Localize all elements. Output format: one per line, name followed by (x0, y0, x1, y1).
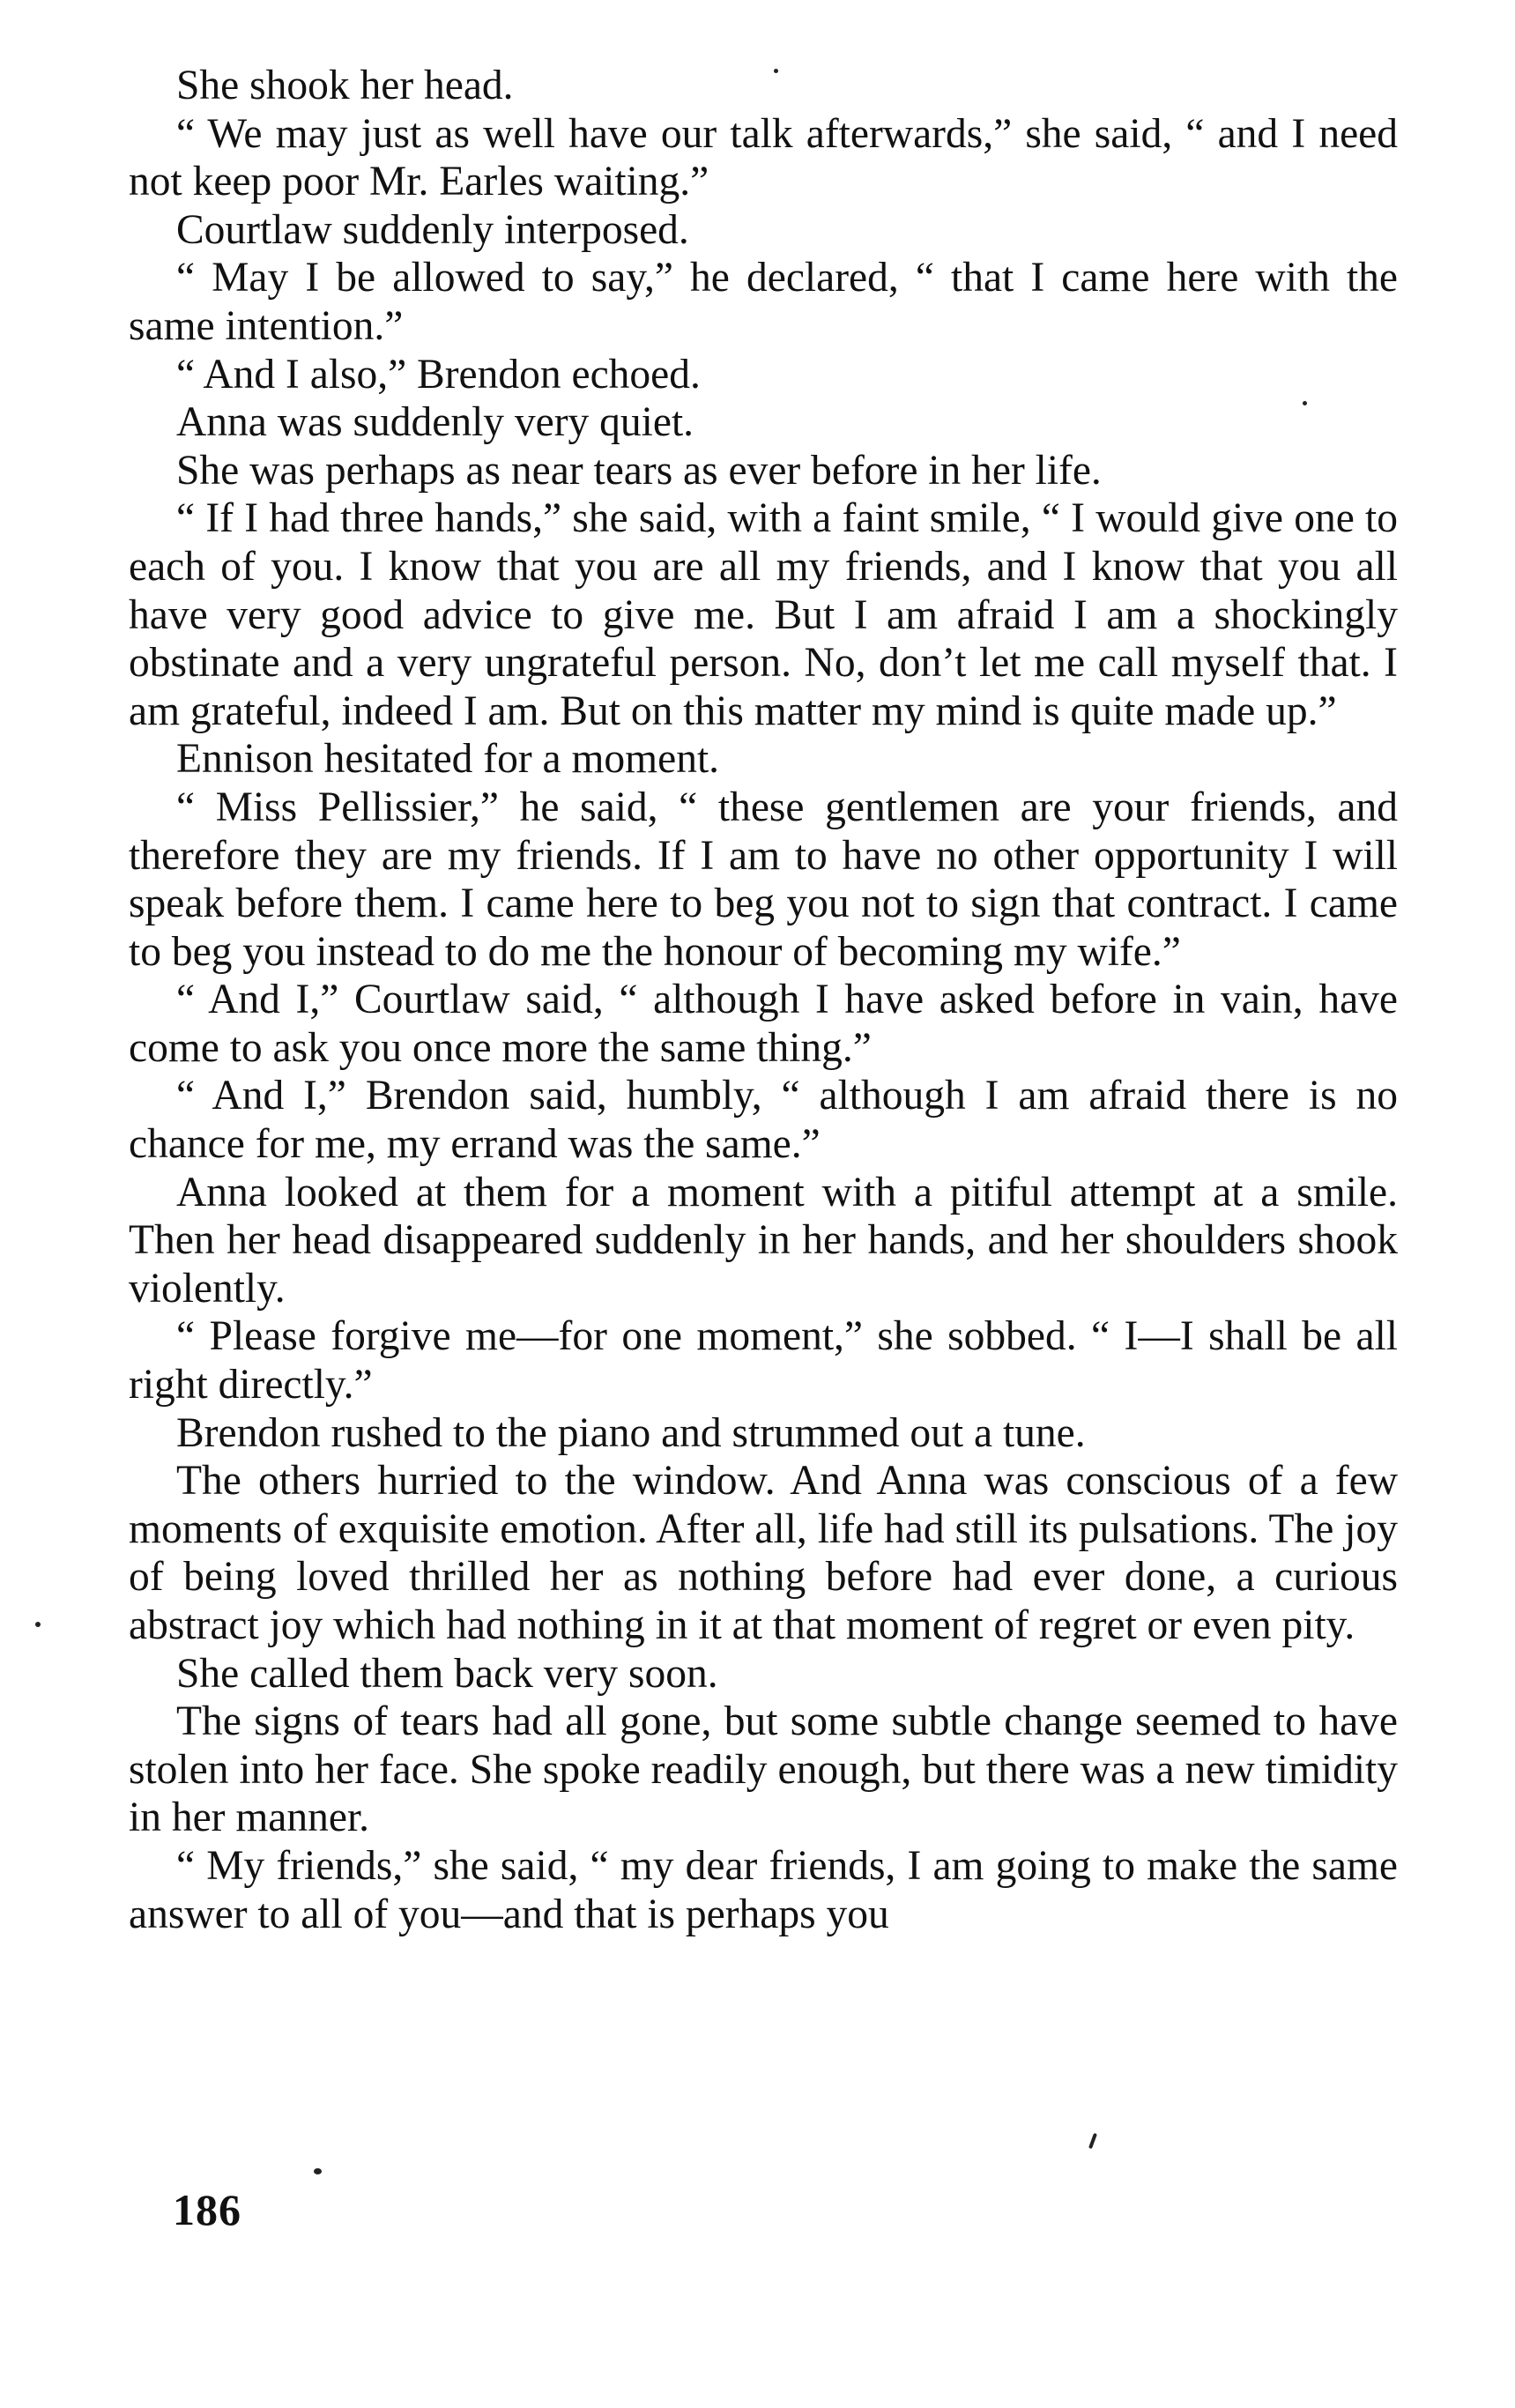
paragraph: She called them back very soon. (176, 1650, 718, 1697)
paragraph: “ And I also,” Brendon echoed. (176, 351, 701, 398)
paragraph: “ We may just as well have our talk afterwards,” she said, “ and I need not keep poor Mr. Earles waiting.” (129, 110, 1398, 205)
paragraph: The others hurried to the window. And Anna was conscious of a few moments of exquisite emotion. After all, life had still its pulsations. The joy of being loved thrilled her as nothing before had ever done, a curious abstract joy which had nothing in it at that moment of regret or even pity. (129, 1458, 1398, 1648)
page-number: 186 (173, 2185, 241, 2234)
paragraph: Brendon rushed to the piano and strummed out a tune. (176, 1409, 1086, 1456)
paragraph: Courtlaw suddenly interposed. (176, 206, 689, 253)
scan-speck (35, 1622, 41, 1627)
paragraph: The signs of tears had all gone, but some subtle change seemed to have stolen into her face. She spoke readily enough, but there was a new timidity in her manner. (129, 1698, 1398, 1841)
paragraph: Anna looked at them for a moment with a pitiful attempt at a smile. Then her head disappeared suddenly in her hands, and her shoulders shook violently. (129, 1169, 1398, 1312)
scan-speck (774, 69, 778, 73)
paragraph: “ May I be allowed to say,” he declared, “ that I came here with the same intention.” (129, 255, 1398, 349)
scan-speck (314, 2168, 322, 2174)
paragraph: “ If I had three hands,” she said, with a faint smile, “ I would give one to each of you. I know that you are all my friends, and I know that you all have very good advice to give me. But I am afraid I am a shockingly obstinate and a very ungrateful person. No, don’t let me call myself that. I am grateful, indeed I am. But on this matter my mind is quite made up.” (129, 495, 1398, 734)
book-page (129, 62, 1398, 2353)
scan-speck (1303, 401, 1307, 405)
body-text (129, 62, 1398, 1938)
paragraph: “ My friends,” she said, “ my dear friends, I am going to make the same answer to all of you—and that is perhaps you (129, 1842, 1398, 1937)
paragraph: “ And I,” Brendon said, humbly, “ although I am afraid there is no chance for me, my errand was the same.” (129, 1073, 1398, 1168)
paragraph: “ Miss Pellissier,” he said, “ these gentlemen are your friends, and therefore they are my friends. If I am to have no other opportunity I will speak before them. I came here to beg you not to sign that contract. I came to beg you instead to do me the honour of becoming my wife.” (129, 784, 1398, 975)
paragraph: Anna was suddenly very quiet. (176, 399, 694, 446)
paragraph: She shook her head. (176, 63, 514, 108)
paragraph: Ennison hesitated for a moment. (176, 736, 720, 783)
paragraph: “ Please forgive me—for one moment,” she sobbed. “ I—I shall be all right directly.” (129, 1313, 1398, 1408)
paragraph: “ And I,” Courtlaw said, “ although I have asked before in vain, have come to ask you once more the same thing.” (129, 977, 1398, 1071)
paragraph: She was perhaps as near tears as ever before in her life. (176, 447, 1102, 494)
